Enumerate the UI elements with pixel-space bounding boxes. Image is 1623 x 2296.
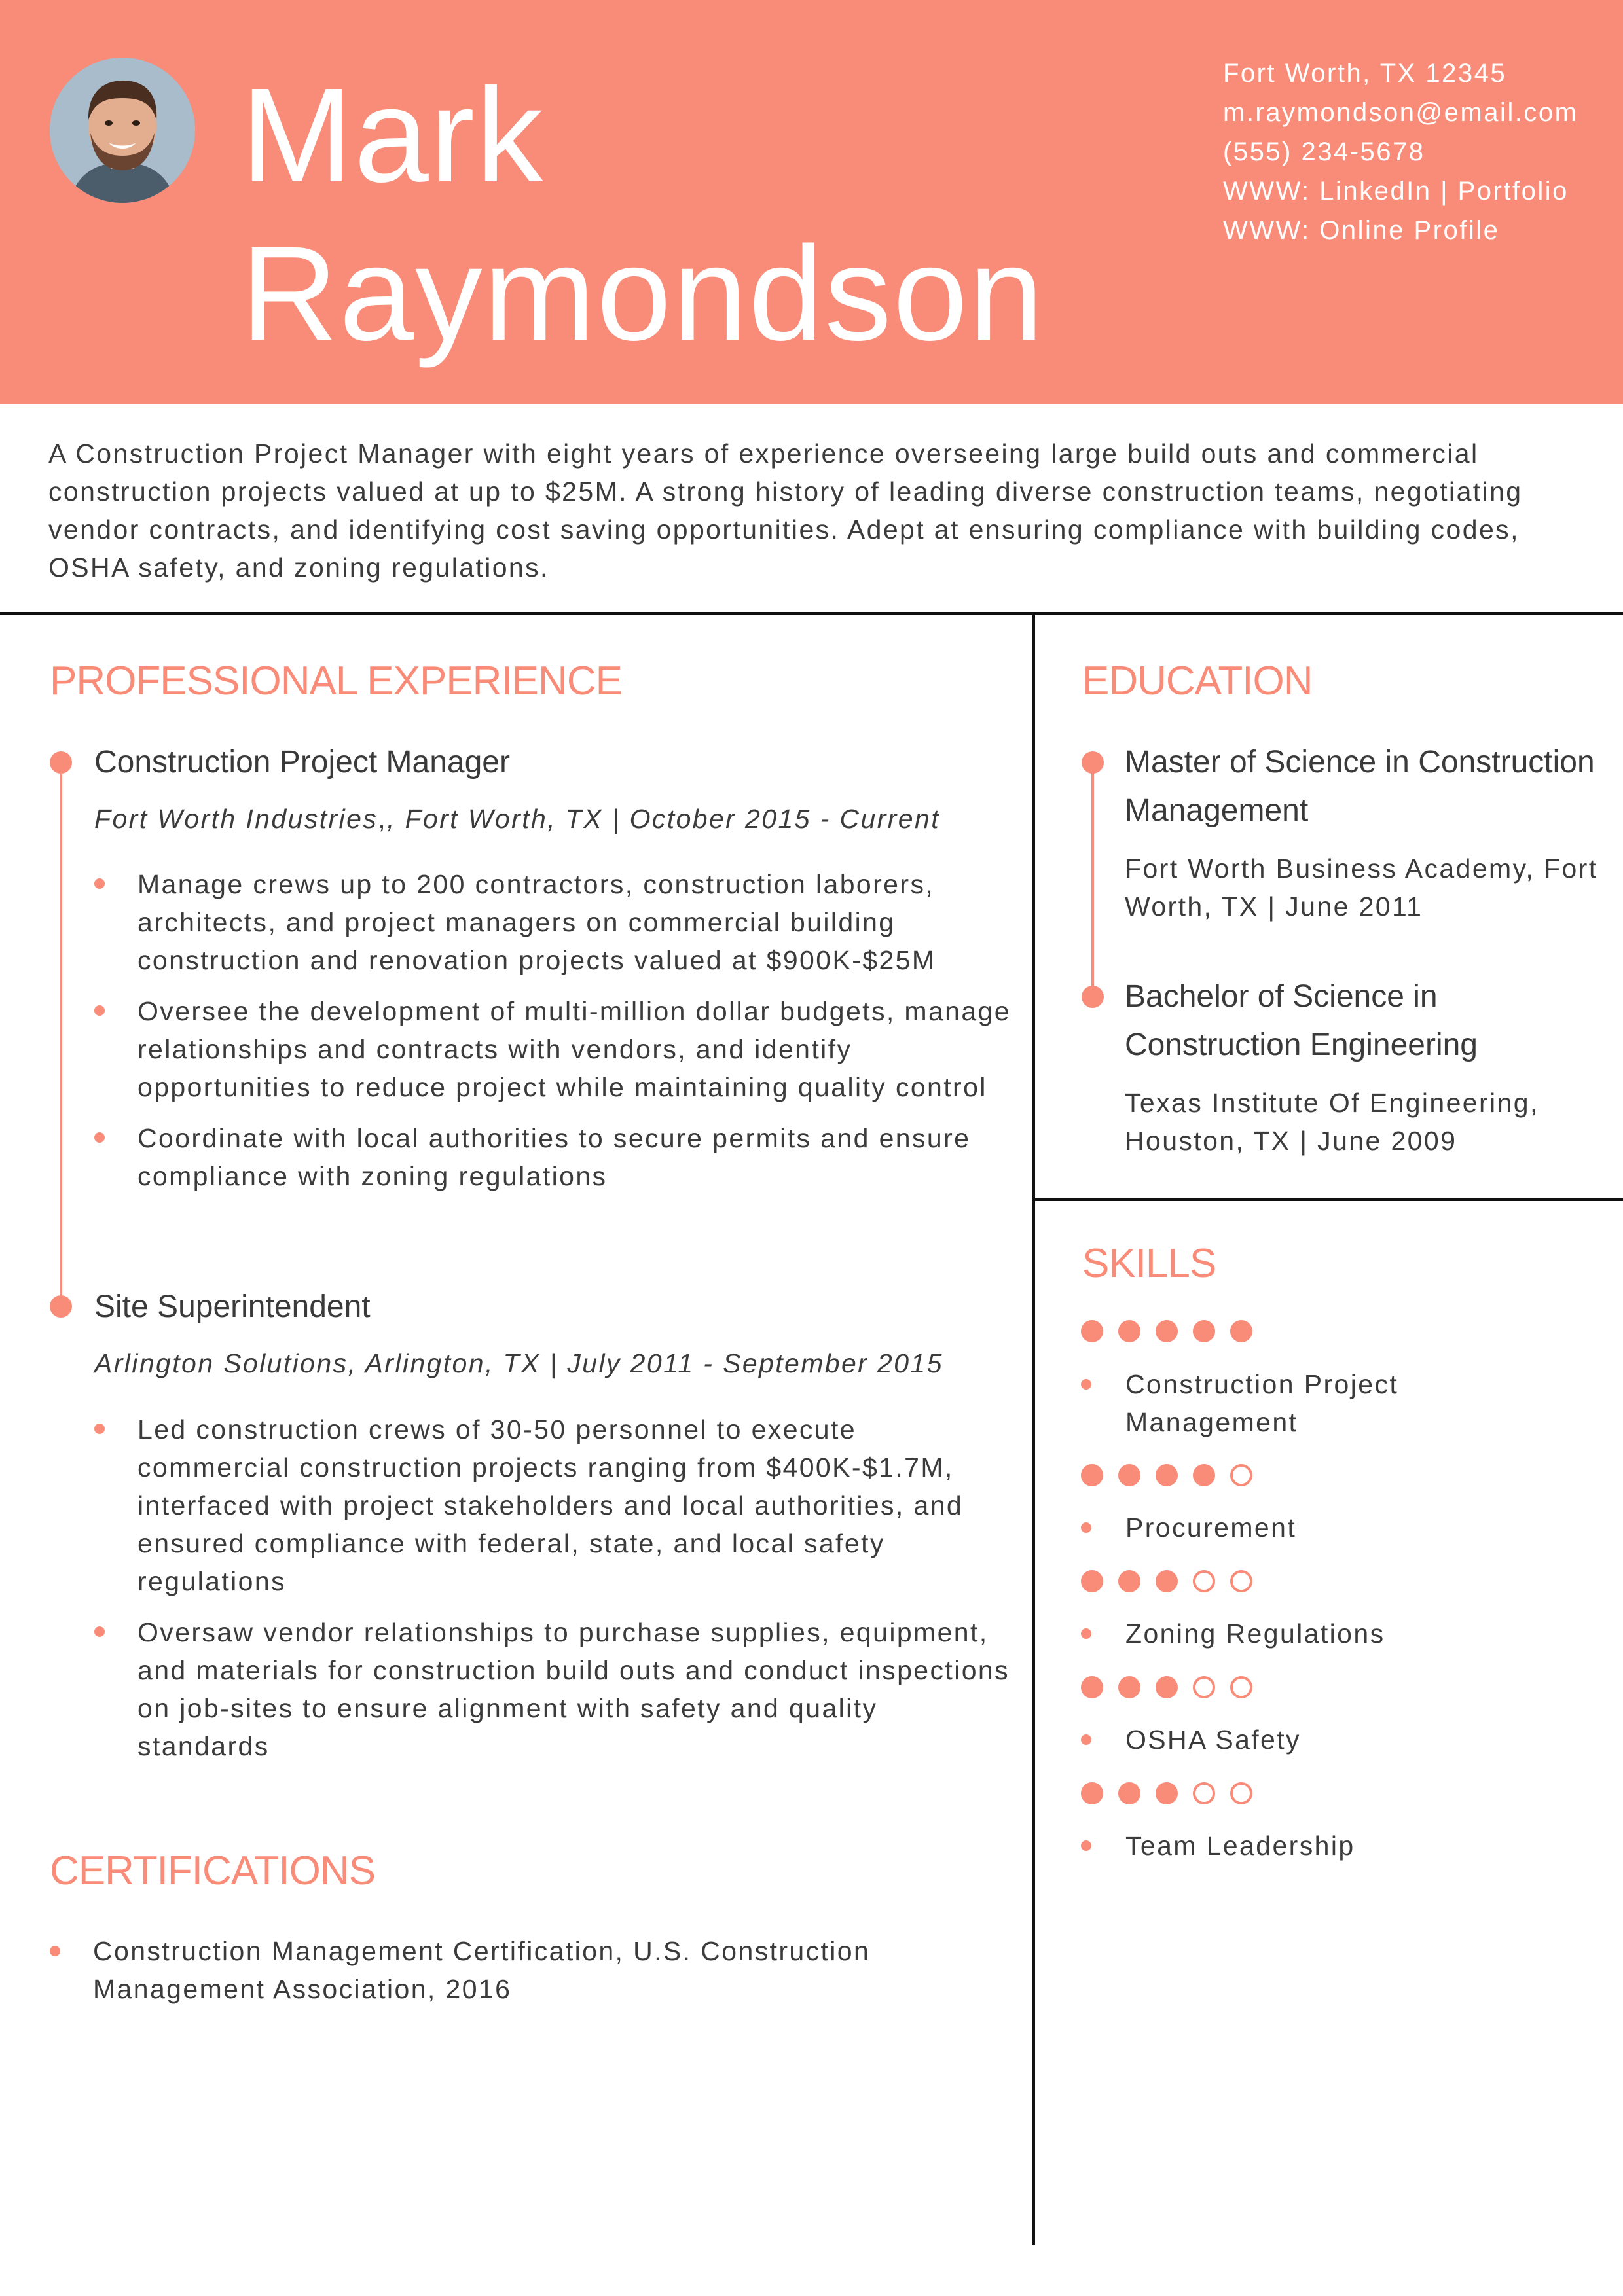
bullet-dot-icon bbox=[94, 878, 105, 889]
contact-email[interactable]: m.raymondson@email.com bbox=[1223, 98, 1578, 127]
job-title: Construction Project Manager bbox=[94, 745, 510, 780]
job-bullet: Oversaw vendor relationships to purchase supplies, equipment, and materials for construction build outs and conduct inspections on job-sites to ensure alignment with safety and quality standards bbox=[94, 1613, 1011, 1765]
rating-dot-filled bbox=[1081, 1782, 1103, 1804]
bullet-dot-icon bbox=[1081, 1522, 1091, 1533]
bullet-dot-icon bbox=[1081, 1628, 1091, 1639]
contact-linkedin[interactable]: WWW: LinkedIn | Portfolio bbox=[1223, 177, 1569, 206]
education-degree: Bachelor of Science in Construction Engineering bbox=[1125, 979, 1478, 1062]
rating-dot-filled bbox=[1156, 1676, 1178, 1698]
bullet-dot-icon bbox=[50, 1946, 60, 1956]
timeline-dot bbox=[1082, 751, 1104, 774]
divider-education-skills bbox=[1032, 1198, 1623, 1201]
job-meta bbox=[94, 1348, 943, 1379]
bullet-dot-icon bbox=[94, 1005, 105, 1016]
job-location-dates: , Fort Worth, TX | October 2015 - Current bbox=[386, 804, 940, 834]
job-location-dates: , Arlington, TX | July 2011 - September 2015 bbox=[348, 1348, 943, 1378]
rating-dot-filled bbox=[1230, 1320, 1252, 1342]
rating-dot-empty bbox=[1230, 1676, 1252, 1698]
timeline-dot bbox=[1082, 986, 1104, 1008]
rating-dot-filled bbox=[1193, 1320, 1215, 1342]
job-bullet-list bbox=[94, 865, 1011, 1208]
skills-heading: SKILLS bbox=[1082, 1241, 1216, 1286]
contact-profile[interactable]: WWW: Online Profile bbox=[1223, 216, 1500, 245]
job-bullet: Oversee the development of multi-million dollar budgets, manage relationships and contracts with vendors, and identify opportunities to reduce project while maintaining quality control bbox=[94, 992, 1011, 1106]
job-bullet: Coordinate with local authorities to secure permits and ensure compliance with zoning regulations bbox=[94, 1119, 1011, 1195]
bullet-dot-icon bbox=[1081, 1379, 1091, 1390]
rating-dot-filled bbox=[1156, 1464, 1178, 1486]
rating-dot-filled bbox=[1118, 1570, 1140, 1592]
bullet-dot-icon bbox=[94, 1626, 105, 1637]
bullet-dot-icon bbox=[1081, 1734, 1091, 1745]
bullet-dot-icon bbox=[1081, 1840, 1091, 1851]
avatar bbox=[50, 58, 195, 203]
rating-dot-filled bbox=[1118, 1676, 1140, 1698]
education-timeline bbox=[1091, 762, 1094, 997]
avatar-portrait-icon bbox=[50, 58, 195, 203]
skill-item: Zoning Regulations bbox=[1081, 1615, 1474, 1653]
contact-block bbox=[1223, 54, 1590, 250]
rating-dot-filled bbox=[1118, 1320, 1140, 1342]
job-title: Site Superintendent bbox=[94, 1289, 371, 1324]
rating-dot-empty bbox=[1193, 1782, 1215, 1804]
rating-dot-filled bbox=[1081, 1570, 1103, 1592]
divider-top bbox=[0, 612, 1623, 615]
rating-dot-filled bbox=[1118, 1782, 1140, 1804]
contact-phone: (555) 234-5678 bbox=[1223, 137, 1425, 166]
education-degree: Master of Science in Construction Management bbox=[1125, 745, 1595, 828]
rating-dot-filled bbox=[1156, 1570, 1178, 1592]
job-meta: Fort Worth Industries,, Fort Worth, TX | October 2015 - Current bbox=[94, 804, 940, 834]
timeline-dot bbox=[50, 1295, 72, 1318]
rating-dot-empty bbox=[1230, 1782, 1252, 1804]
bullet-dot-icon bbox=[94, 1132, 105, 1143]
last-name: Raymondson bbox=[241, 219, 1045, 368]
rating-dot-filled bbox=[1081, 1320, 1103, 1342]
experience-heading: PROFESSIONAL EXPERIENCE bbox=[50, 658, 622, 704]
rating-dot-empty bbox=[1193, 1676, 1215, 1698]
job-bullet: Led construction crews of 30-50 personnel to execute commercial construction projects ranging from $400K-$1.7M, interfaced with project stakeholders and local authorities, and ensured compliance with federal, state, and local safety regulations bbox=[94, 1410, 1011, 1600]
education-school: Fort Worth Business Academy, Fort Worth, TX | June 2011 bbox=[1125, 853, 1598, 922]
first-name: Mark bbox=[241, 60, 545, 210]
rating-dot-filled bbox=[1081, 1464, 1103, 1486]
rating-dot-filled bbox=[1081, 1676, 1103, 1698]
divider-column bbox=[1032, 612, 1035, 2245]
rating-dot-filled bbox=[1193, 1464, 1215, 1486]
job-bullet-list bbox=[94, 1410, 1011, 1778]
header-banner bbox=[0, 0, 1623, 404]
skill-item: Procurement bbox=[1081, 1509, 1474, 1547]
skill-item: OSHA Safety bbox=[1081, 1721, 1474, 1759]
rating-dot-empty bbox=[1230, 1570, 1252, 1592]
skill-item: Team Leadership bbox=[1081, 1827, 1474, 1865]
education-school: Texas Institute Of Engineering, Houston, TX | June 2009 bbox=[1125, 1088, 1539, 1156]
rating-dot-filled bbox=[1156, 1320, 1178, 1342]
job-company: Arlington Solutions bbox=[94, 1348, 348, 1378]
education-heading: EDUCATION bbox=[1082, 658, 1313, 704]
certification-item: Construction Management Certification, U.S. Construction Management Association, 2016 bbox=[50, 1932, 966, 2008]
skill-item: Construction Project Management bbox=[1081, 1365, 1474, 1441]
rating-dot-empty bbox=[1193, 1570, 1215, 1592]
experience-timeline bbox=[60, 762, 62, 1306]
certifications-heading: CERTIFICATIONS bbox=[50, 1848, 375, 1893]
summary-text: A Construction Project Manager with eight years of experience overseeing large build outs and commercial construction projects valued at up to $25M. A strong history of leading diverse construction teams, negotiating vendor contracts, and identifying cost saving opportunities. Adept at ensuring compliance with building codes, OSHA safety, and zoning regulations. bbox=[48, 439, 1523, 583]
job-bullet: Manage crews up to 200 contractors, construction laborers, architects, and project managers on commercial building construction and renovation projects valued at $900K-$25M bbox=[94, 865, 1011, 979]
contact-address: Fort Worth, TX 12345 bbox=[1223, 59, 1507, 88]
job-company: Fort Worth Industries bbox=[94, 804, 378, 834]
rating-dot-empty bbox=[1230, 1464, 1252, 1486]
bullet-dot-icon bbox=[94, 1424, 105, 1434]
timeline-dot bbox=[50, 751, 72, 774]
rating-dot-filled bbox=[1156, 1782, 1178, 1804]
rating-dot-filled bbox=[1118, 1464, 1140, 1486]
